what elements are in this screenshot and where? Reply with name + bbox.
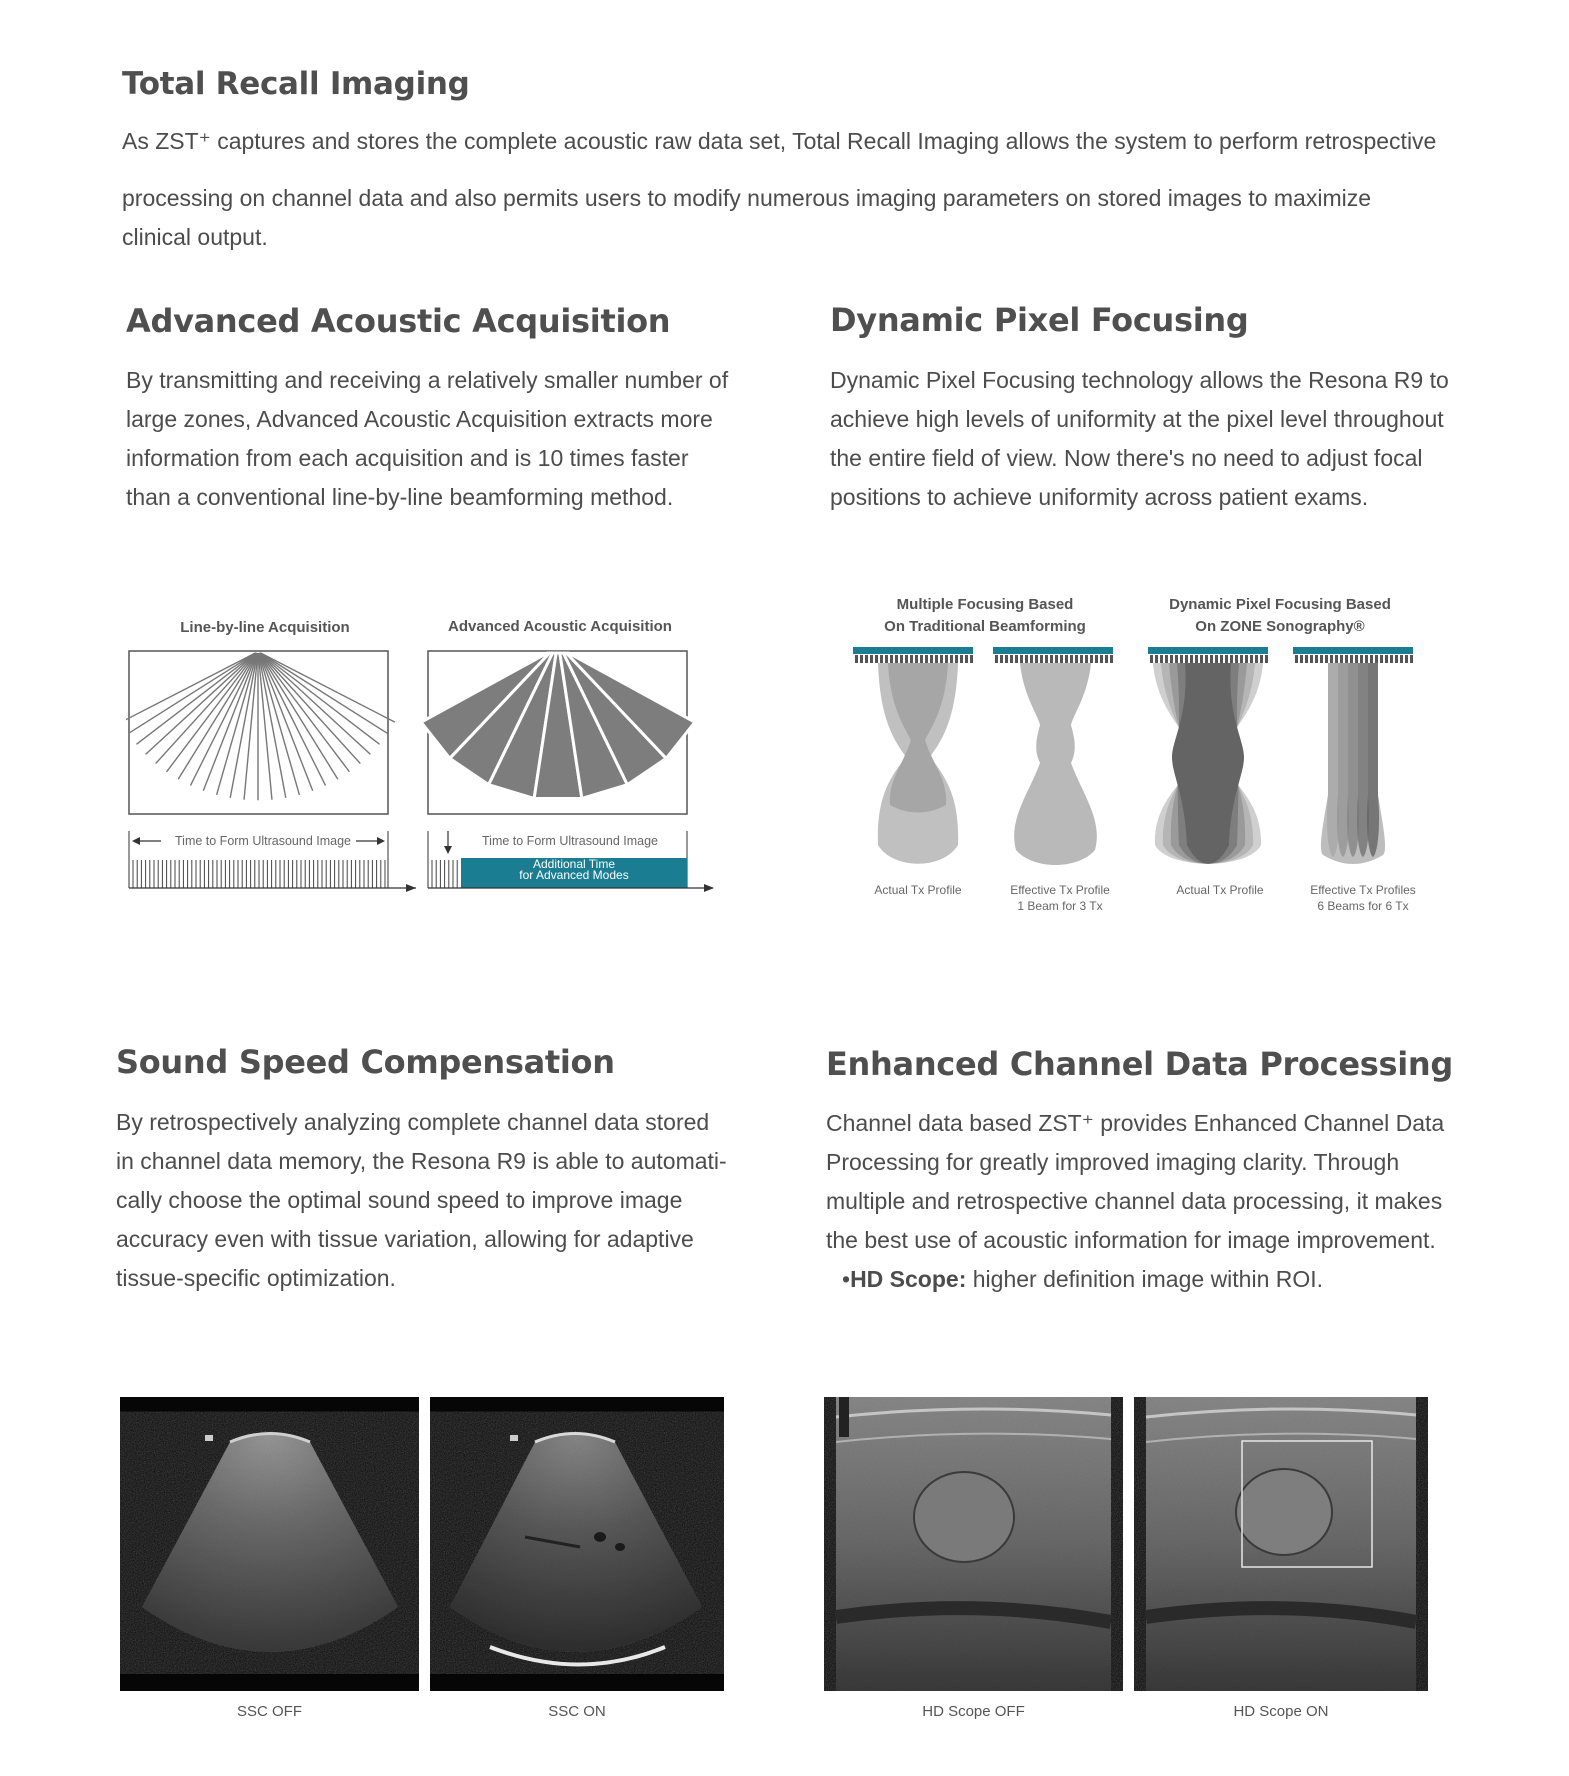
transducer-element (1300, 655, 1303, 663)
transducer-element (1360, 655, 1363, 663)
transducer-element (960, 655, 963, 663)
transducer-element (1295, 655, 1298, 663)
scale-marker (205, 1435, 213, 1441)
aaa-line: information from each acquisition and is 10 times faster (126, 445, 689, 471)
transducer-element (1350, 655, 1353, 663)
transducer-element (995, 655, 998, 663)
aaa-line: than a conventional line-by-line beamforming method. (126, 484, 674, 510)
hd-scope-label: HD Scope: (850, 1266, 967, 1292)
left-time-ticks (133, 860, 385, 888)
ssc-line: cally choose the optimal sound speed to improve image (116, 1187, 683, 1213)
effective-beam (1367, 663, 1379, 857)
transducer-element (1380, 655, 1383, 663)
left-time-label: Time to Form Ultrasound Image (175, 834, 351, 848)
transducer-element (915, 655, 918, 663)
transducer-element (1325, 655, 1328, 663)
transducer-element (860, 655, 863, 663)
transducer-element (1315, 655, 1318, 663)
ssc-on-image (430, 1397, 724, 1691)
transducer-element (885, 655, 888, 663)
transducer-element (1235, 655, 1238, 663)
hd-scope-text: higher definition image within ROI. (966, 1266, 1324, 1292)
transducer-element (865, 655, 868, 663)
effective-tx-profile-1 (1014, 663, 1097, 865)
transducer-element (1105, 655, 1108, 663)
ssc-line: accuracy even with tissue variation, allowing for adaptive (116, 1226, 694, 1252)
transducer-element (1160, 655, 1163, 663)
hd-scope-bullet (826, 1260, 1526, 1299)
transducer-bar (993, 647, 1113, 654)
transducer-element (1210, 655, 1213, 663)
ssc-paragraph (116, 1103, 756, 1298)
right-time-ticks (432, 860, 457, 888)
transducer-element (1340, 655, 1343, 663)
transducer-element (940, 655, 943, 663)
transducer-element (1075, 655, 1078, 663)
dpf-left-title-1: Multiple Focusing Based (896, 596, 1074, 613)
transducer-element (965, 655, 968, 663)
transducer-element (1320, 655, 1323, 663)
transducer-element (1180, 655, 1183, 663)
transducer-element (1330, 655, 1333, 663)
aaa-paragraph (126, 361, 766, 517)
dpf-right-title (1130, 594, 1430, 638)
section-title-ssc: Sound Speed Compensation (116, 1043, 615, 1081)
transducer-element (920, 655, 923, 663)
transducer-element (1025, 655, 1028, 663)
ssc-line: By retrospectively analyzing complete channel data stored (116, 1109, 710, 1135)
transducer-element (945, 655, 948, 663)
aaa-diagram (126, 648, 726, 893)
transducer-element (955, 655, 958, 663)
transducer-element (1045, 655, 1048, 663)
transducer-bar (1293, 647, 1413, 654)
transducer-element (1165, 655, 1168, 663)
total-recall-line-1: As ZST⁺ captures and stores the complete acoustic raw data set, Total Recall Imaging allows the system to perform retrospective (122, 128, 1437, 154)
transducer-element (895, 655, 898, 663)
transducer-element (1355, 655, 1358, 663)
transducer-element (1175, 655, 1178, 663)
transducer-element (1305, 655, 1308, 663)
transducer-element (900, 655, 903, 663)
transducer-element (1405, 655, 1408, 663)
dpf-line: Dynamic Pixel Focusing technology allows the Resona R9 to (830, 367, 1449, 393)
section-title-total-recall: Total Recall Imaging (122, 66, 470, 102)
transducer-element (1400, 655, 1403, 663)
transducer-element (1005, 655, 1008, 663)
transducer-element (970, 655, 973, 663)
transducer-element (1390, 655, 1393, 663)
transducer-element (890, 655, 893, 663)
transducer-element (935, 655, 938, 663)
dpf-right-title-2: On ZONE Sonography® (1195, 618, 1365, 635)
zone-effective-profiles (1321, 663, 1385, 864)
transducer-element (1345, 655, 1348, 663)
dpf-label-3: Actual Tx Profile (1176, 883, 1264, 897)
aaa-line: large zones, Advanced Acoustic Acquisition extracts more (126, 406, 713, 432)
transducer-element (1410, 655, 1413, 663)
transducer-element (1150, 655, 1153, 663)
total-recall-line-2: processing on channel data and also permits users to modify numerous imaging parameters on stored images to maximize (122, 185, 1372, 211)
additional-time-line-1: Additional Time (532, 857, 616, 871)
transducer-element (1365, 655, 1368, 663)
transducer-element (1040, 655, 1043, 663)
dpf-line: achieve high levels of uniformity at the pixel level throughout (830, 406, 1444, 432)
dpf-label-4 (1288, 882, 1438, 914)
transducer-element (1220, 655, 1223, 663)
ecdp-line: Processing for greatly improved imaging clarity. Through (826, 1149, 1400, 1175)
transducer-element (1060, 655, 1063, 663)
section-title-dpf: Dynamic Pixel Focusing (830, 301, 1249, 339)
transducer-element (1095, 655, 1098, 663)
ecdp-line: multiple and retrospective channel data processing, it makes (826, 1188, 1443, 1214)
ssc-line: tissue-specific optimization. (116, 1265, 396, 1291)
transducer-element (1050, 655, 1053, 663)
transducer-element (1250, 655, 1253, 663)
transducer-bar (853, 647, 973, 654)
dpf-label-1: Actual Tx Profile (874, 883, 962, 897)
dpf-left-title-2: On Traditional Beamforming (884, 618, 1086, 635)
transducer-element (1370, 655, 1373, 663)
scale-marker (510, 1435, 518, 1441)
caption-hd-scope-off: HD Scope OFF (922, 1703, 1025, 1720)
transducer-element (1085, 655, 1088, 663)
transducer-element (1230, 655, 1233, 663)
hd-scope-on-image (1134, 1397, 1428, 1691)
transducer-element (1245, 655, 1248, 663)
aaa-line: By transmitting and receiving a relatively smaller number of (126, 367, 729, 393)
transducer-element (1385, 655, 1388, 663)
transducer-element (1395, 655, 1398, 663)
transducer-element (1110, 655, 1113, 663)
transducer-element (905, 655, 908, 663)
caption-ssc-on: SSC ON (548, 1703, 606, 1720)
transducer-element (1185, 655, 1188, 663)
transducer-element (875, 655, 878, 663)
transducer-element (1070, 655, 1073, 663)
transducer-element (1030, 655, 1033, 663)
transducer-element (1170, 655, 1173, 663)
dpf-line: positions to achieve uniformity across patient exams. (830, 484, 1369, 510)
transducer-element (880, 655, 883, 663)
transducer-element (1225, 655, 1228, 663)
transducer-element (1215, 655, 1218, 663)
dpf-left-title (840, 594, 1130, 638)
dpf-label-2 (985, 882, 1135, 914)
ssc-off-image (120, 1397, 419, 1691)
transducer-element (1205, 655, 1208, 663)
zone-actual-profile (1153, 663, 1263, 864)
additional-time-label (461, 859, 687, 881)
transducer-element (950, 655, 953, 663)
caption-ssc-off: SSC OFF (236, 1703, 302, 1720)
transducer-element (870, 655, 873, 663)
right-time-label: Time to Form Ultrasound Image (482, 834, 658, 848)
transducer-element (855, 655, 858, 663)
transducer-element (1010, 655, 1013, 663)
advanced-acquisition-title: Advanced Acoustic Acquisition (448, 618, 672, 635)
transducer-element (1200, 655, 1203, 663)
transducer-element (1335, 655, 1338, 663)
transducer-element (1195, 655, 1198, 663)
transducer-arrays (853, 647, 1413, 663)
transducer-element (1090, 655, 1093, 663)
transducer-element (1035, 655, 1038, 663)
transducer-element (1260, 655, 1263, 663)
total-recall-line-3: clinical output. (122, 224, 268, 250)
dpf-label-2-line-2: 1 Beam for 3 Tx (1017, 899, 1103, 913)
transducer-element (1080, 655, 1083, 663)
bullet-mark: • (842, 1266, 851, 1292)
transducer-element (1000, 655, 1003, 663)
dpf-diagram (848, 645, 1428, 875)
transducer-element (1255, 655, 1258, 663)
transducer-element (1055, 655, 1058, 663)
section-title-ecdp: Enhanced Channel Data Processing (826, 1045, 1453, 1083)
transducer-element (925, 655, 928, 663)
dpf-label-2-line-1: Effective Tx Profile (1010, 883, 1110, 897)
ecdp-paragraph (826, 1104, 1526, 1299)
transducer-element (1190, 655, 1193, 663)
ecdp-line: Channel data based ZST⁺ provides Enhanced Channel Data (826, 1110, 1445, 1136)
section-title-aaa: Advanced Acoustic Acquisition (126, 302, 671, 340)
hd-scope-off-image (824, 1397, 1123, 1691)
transducer-element (1375, 655, 1378, 663)
transducer-element (1265, 655, 1268, 663)
ssc-line: in channel data memory, the Resona R9 is able to automati- (116, 1148, 727, 1174)
ecdp-line: the best use of acoustic information for image improvement. (826, 1227, 1436, 1253)
additional-time-line-2: for Advanced Modes (519, 868, 629, 882)
down-arrow (444, 846, 452, 854)
transducer-element (1155, 655, 1158, 663)
caption-hd-scope-on: HD Scope ON (1233, 1703, 1329, 1720)
line-by-line-title: Line-by-line Acquisition (180, 619, 350, 636)
transducer-element (910, 655, 913, 663)
dpf-label-4-line-2: 6 Beams for 6 Tx (1317, 899, 1409, 913)
dpf-right-title-1: Dynamic Pixel Focusing Based (1169, 596, 1391, 613)
transducer-element (1240, 655, 1243, 663)
dpf-line: the entire field of view. Now there's no need to adjust focal (830, 445, 1423, 471)
transducer-element (1310, 655, 1313, 663)
transducer-element (930, 655, 933, 663)
traditional-actual-profile (878, 663, 958, 864)
transducer-element (1015, 655, 1018, 663)
transducer-bar (1148, 647, 1268, 654)
dpf-label-4-line-1: Effective Tx Profiles (1310, 883, 1416, 897)
transducer-element (1100, 655, 1103, 663)
transducer-element (1020, 655, 1023, 663)
dpf-paragraph (830, 361, 1530, 517)
transducer-element (1065, 655, 1068, 663)
